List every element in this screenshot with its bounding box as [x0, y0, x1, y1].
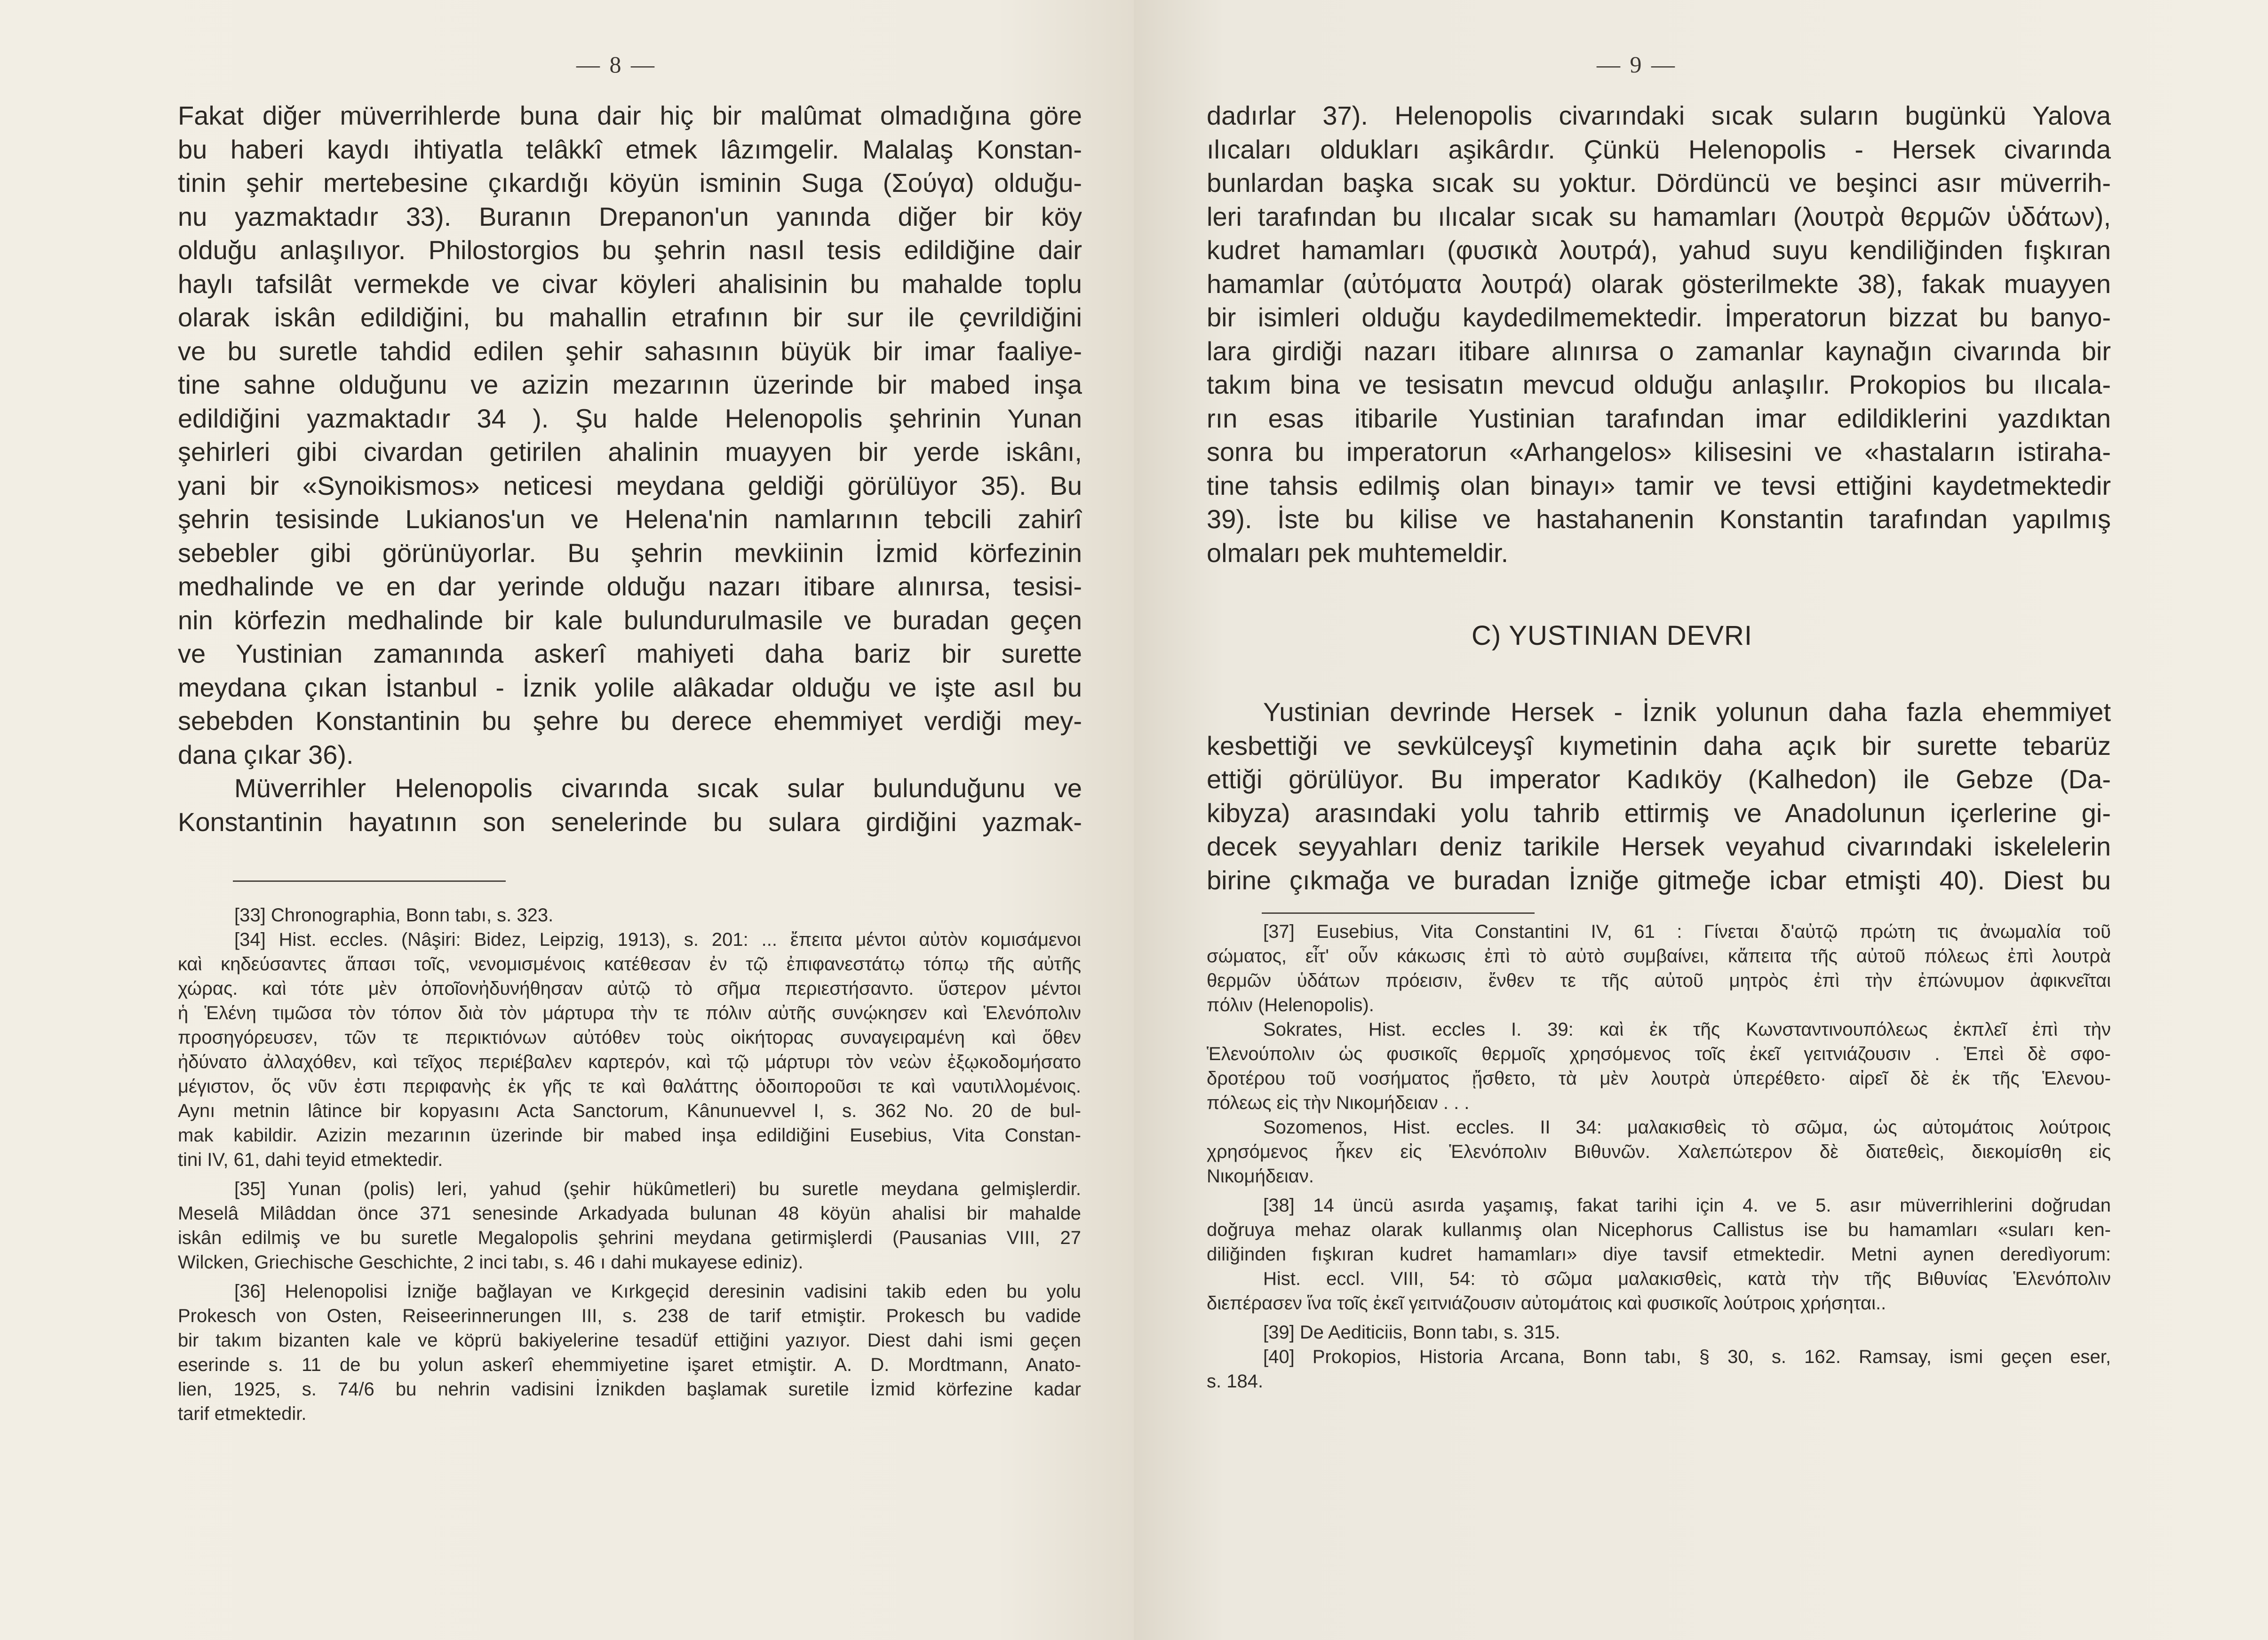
- footnote-line: θερμῶν ὑδάτων πρόεισιν, ἔνθεν τε τῆς αὐτοῦ μητρὸς ἐπὶ τὴν ἐπώνυμον ἀφικνεῖται: [1207, 970, 2111, 991]
- text-line: kesbettiği ve sevkülceyşî kıymetinin daha açık bir surette tebarüz: [1207, 730, 2111, 761]
- footnote-line: iskân edilmiş ve bu suretle Megalopolis şehrini meydana getirmişlerdi (Pausanias VIII, 27: [178, 1228, 1081, 1248]
- text-line: yani bir «Synoikismos» neticesi meydana geldiği görülüyor 35). Bu: [178, 470, 1082, 500]
- text-line: Konstantinin hayatının son senelerinde bu sulara girdiğini yazmak-: [178, 807, 1082, 837]
- right-page: [1134, 0, 2268, 1640]
- footnotes: [1207, 919, 2111, 1394]
- text-line: tine sahne olduğunu ve azizin mezarının üzerinde bir mabed inşa: [178, 370, 1082, 399]
- footnote-rule: [1262, 912, 1535, 914]
- footnote-line: Sozomenos, Hist. eccles. II 34: μαλακισθεὶς τὸ σῶμα, ὡς αὐτομάτοις λούτροις: [1263, 1117, 2111, 1138]
- text-line: ve Yustinian zamanında askerî mahiyeti daha bariz bir surette: [178, 639, 1082, 668]
- footnote-line: προσηγόρευσεν, τῶν τε περικτιόνων αὐτόθεν τοὺς οἰκήτορας συναγειραμένη καὶ ὅθεν: [178, 1027, 1081, 1048]
- text-line: leri tarafından bu ılıcalar sıcak su hamamları (λουτρὰ θερμῶν ὑδάτων),: [1207, 201, 2111, 231]
- footnote-line: [34] Hist. eccles. (Nâşiri: Bidez, Leipzig, 1913), s. 201: ... ἔπειτα μέντοι αὐτὸν κομισάμενοι: [234, 929, 1081, 950]
- text-line: takım bina ve tesisatın mevcud olduğu anlaşılır. Prokopios bu ılıcala-: [1207, 370, 2111, 399]
- footnote-line: χώρας. καὶ τότε μὲν ὁποῖονἠδυνήθησαν αὐτῷ τὸ σῆμα περιεστήσαντο. ὕστερον μέντοι: [178, 978, 1081, 999]
- text-line: hamamlar (αὐτόματα λουτρά) olarak gösterilmekte 38), fakak muayyen: [1207, 269, 2111, 299]
- footnote-line: Ἑλενούπολιν ὡς φυσικοῖς θερμοῖς χρησόμενος τοῖς ἐκεῖ γειτνιάζουσιν . Ἐπεὶ δὲ σφο-: [1207, 1044, 2111, 1064]
- text-line: olmaları pek muhtemeldir.: [1207, 538, 1509, 568]
- footnote-line: [33] Chronographia, Bonn tabı, s. 323.: [234, 905, 554, 926]
- footnote-line: [35] Yunan (polis) leri, yahud (şehir hükûmetleri) bu suretle meydana gelmişlerdir.: [234, 1179, 1081, 1199]
- footnote-line: ἡ Ἑλένη τιμῶσα τὸν τόπον διὰ τὸν μάρτυρα τὴν τε πόλιν αὐτῆς συνῴκησεν καὶ Ἑλενόπολιν: [178, 1003, 1081, 1023]
- footnote-line: πόλιν (Helenopolis).: [1207, 995, 1374, 1015]
- text-line: şehirleri gibi civardan getirilen ahalinin muayyen bir yerde iskânı,: [178, 437, 1082, 467]
- footnote-line: [39] De Aediticiis, Bonn tabı, s. 315.: [1263, 1322, 1560, 1343]
- footnote-line: σώματος, εἶτ' οὖν κάκωσις ἐπὶ τὸ αὐτὸ συμβαίνει, κἄπειτα τῆς αὐτοῦ πόλεως ἐπὶ λουτρὰ: [1207, 946, 2111, 967]
- footnote-line: μέγιστον, ὅς νῦν ἐστι περιφανὴς ἐκ γῆς τε καὶ θαλάττης ὁδοιποροῦσι τε καὶ ναυτιλλομένοις.: [178, 1076, 1081, 1097]
- footnote-line: Prokesch von Osten, Reiseerinnerungen III, s. 238 de tarif etmiştir. Prokesch bu vadide: [178, 1306, 1081, 1326]
- footnote-line: [40] Prokopios, Historia Arcana, Bonn tabı, § 30, s. 162. Ramsay, ismi geçen eser,: [1263, 1347, 2111, 1367]
- footnote-line: Meselâ Milâddan önce 371 senesinde Arkadyada bulunan 48 köyün ahalisi bir mahalde: [178, 1203, 1081, 1224]
- footnote-line: lien, 1925, s. 74/6 bu nehrin vadisini İznikden başlamak suretile İzmid körfezine kadar: [178, 1379, 1081, 1400]
- text-line: Yustinian devrinde Hersek - İznik yolunun daha fazla ehemmiyet: [1263, 697, 2111, 727]
- text-line: olarak iskân edildiğini, bu mahallin etrafının bir sur ile çevrildiğini: [178, 302, 1082, 332]
- text-line: sebebler gibi görünüyorlar. Bu şehrin mevkiinin İzmid körfezinin: [178, 538, 1082, 568]
- text-line: haylı tafsilât vermekde ve civar köyleri ahalisinin bu mahalde toplu: [178, 269, 1082, 299]
- footnote-line: [37] Eusebius, Vita Constantini IV, 61 : Γίνεται δ'αὐτῷ πρώτη τις ἀνωμαλία τοῦ: [1263, 921, 2111, 942]
- footnote-line: ἠδύνατο ἀλλαχόθεν, καὶ τεῖχος περιέβαλεν καρτερόν, καὶ τῷ μάρτυρι τὸν νεὼν ἐξῳκοδομήσατο: [178, 1052, 1081, 1072]
- footnote-line: [38] 14 üncü asırda yaşamış, fakat tarihi için 4. ve 5. asır müverrihlerini doğrudan: [1263, 1195, 2111, 1216]
- footnote-line: s. 184.: [1207, 1371, 1264, 1392]
- footnote-rule: [233, 880, 506, 882]
- text-line: rın esas itibarile Yustinian tarafından imar edildiklerini yazdıktan: [1207, 403, 2111, 433]
- text-line: şehrin tesisinde Lukianos'un ve Helena'nin namlarının tebcili zahirî: [178, 504, 1082, 534]
- footnote-line: Wilcken, Griechische Geschichte, 2 inci tabı, s. 46 ı dahi mukayese ediniz).: [178, 1252, 804, 1273]
- text-line: bu haberi kaydı ihtiyatla telâkkî etmek lâzımgelir. Malalaş Konstan-: [178, 134, 1082, 164]
- footnote-line: διεπέρασεν ἵνα τοῖς ἐκεῖ γειτνιάζουσιν αὐτομάτοις καὶ φυσικοῖς λούτροις χρήσηται..: [1207, 1293, 1886, 1314]
- text-line: ılıcaları oldukları aşikârdır. Çünkü Helenopolis - Hersek civarında: [1207, 134, 2111, 164]
- footnote-line: Aynı metnin lâtince bir kopyasını Acta Sanctorum, Kânunuevvel I, s. 362 No. 20 de bul-: [178, 1101, 1081, 1121]
- footnote-line: Hist. eccl. VIII, 54: τὸ σῶμα μαλακισθεὶς, κατὰ τὴν τῆς Βιθυνίας Ἑλενόπολιν: [1263, 1268, 2111, 1289]
- footnote-line: doğruya mehaz olarak kullanmış olan Nicephorus Callistus ise bu hamamları «suları ken-: [1207, 1220, 2111, 1240]
- body-text: [178, 99, 1082, 839]
- text-line: sonra bu imperatorun «Arhangelos» kilisesini ve «hastaların istiraha-: [1207, 437, 2111, 467]
- footnote-line: πόλεως εἰς τὴν Νικομήδειαν . . .: [1207, 1093, 1470, 1113]
- text-line: kibyza) arasındaki yolu tahrib ettirmiş ve Anadolunun içerlerine gi-: [1207, 798, 2111, 828]
- text-line: bir isimleri olduğu kaydedilmemektedir. İmperatorun bizzat bu banyo-: [1207, 302, 2111, 332]
- footnote-line: tini IV, 61, dahi teyid etmektedir.: [178, 1149, 443, 1170]
- text-line: meydana çıkan İstanbul - İznik yolile alâkadar olduğu ve işte asıl bu: [178, 672, 1082, 702]
- text-line: kudret hamamları (φυσικὰ λουτρά), yahud suyu kendiliğinden fışkıran: [1207, 235, 2111, 265]
- footnote-line: Sokrates, Hist. eccles I. 39: καὶ ἐκ τῆς Κωνσταντινουπόλεως ἐκπλεῖ ἐπὶ τὴν: [1263, 1019, 2111, 1040]
- text-line: 39). İste bu kilise ve hastahanenin Konstantin tarafından yapılmış: [1207, 504, 2111, 534]
- text-line: birine çıkmağa ve buradan İzniğe gitmeğe icbar etmişti 40). Diest bu: [1207, 865, 2111, 895]
- text-line: bunlardan başka sıcak su yoktur. Dördüncü ve beşinci asır müverrih-: [1207, 168, 2111, 198]
- text-line: medhalinde ve en dar yerinde olduğu nazarı itibare alınırsa, tesisi-: [178, 571, 1082, 601]
- text-line: Müverrihler Helenopolis civarında sıcak sular bulunduğunu ve: [234, 773, 1082, 803]
- text-line: lara girdiği nazarı itibare alınırsa o zamanlar kaynağın civarında bir: [1207, 336, 2111, 366]
- text-line: dadırlar 37). Helenopolis civarındaki sıcak suların bugünkü Yalova: [1207, 101, 2111, 130]
- text-line: nu yazmaktadır 33). Buranın Drepanon'un yanında diğer bir köy: [178, 201, 1082, 231]
- footnote-line: mak kabildir. Azizin mezarının üzerinde bir mabed inşa edildiğini Eusebius, Vita Constan-: [178, 1125, 1081, 1146]
- section-title: C) YUSTINIAN DEVRI: [1472, 620, 1753, 651]
- footnote-line: δροτέρου τοῦ νοσήματος ᾔσθετο, τὰ μὲν λουτρὰ ὑπερέθετο· αἰρεῖ δὲ ἐκ τῆς Ἑλενου-: [1207, 1068, 2111, 1089]
- footnote-line: χρησόμενος ἧκεν εἰς Ἑλενόπολιν Βιθυνῶν. Χαλεπώτερον δὲ διατεθεὶς, διεκομίσθη εἰς: [1207, 1141, 2111, 1162]
- text-line: ettiği görülüyor. Bu imperator Kadıköy (Kalhedon) ile Gebze (Da-: [1207, 764, 2111, 794]
- text-line: decek seyyahları deniz tarikile Hersek veyahud civarındaki iskelelerin: [1207, 832, 2111, 861]
- text-line: edildiğini yazmaktadır 34 ). Şu halde Helenopolis şehrinin Yunan: [178, 403, 1082, 433]
- footnotes: [178, 903, 1081, 1426]
- page-number: — 8 —: [576, 51, 656, 78]
- footnote-line: Νικομήδειαν.: [1207, 1166, 1314, 1187]
- page-number: — 9 —: [1597, 51, 1677, 78]
- section-text: [1207, 695, 2111, 897]
- text-line: tinin şehir mertebesine çıkardığı köyün isminin Suga (Σούγα) olduğu-: [178, 168, 1082, 198]
- footnote-line: tarif etmektedir.: [178, 1403, 307, 1424]
- text-line: olduğu anlaşılıyor. Philostorgios bu şehrin nasıl tesis edildiğine dair: [178, 235, 1082, 265]
- text-line: Fakat diğer müverrihlerde buna dair hiç bir malûmat olmadığına göre: [178, 101, 1082, 130]
- text-line: tine tahsis edilmiş olan binayı» tamir ve tevsi ettiğini kaydetmektedir: [1207, 470, 2111, 500]
- text-line: nin körfezin medhalinde bir kale bulundurulmasile ve buradan geçen: [178, 605, 1082, 635]
- footnote-line: bir takım bizanten kale ve köprü bakiyelerine tesadüf ettiğini yazıyor. Diest dahi ismi geçen: [178, 1330, 1081, 1351]
- footnote-line: diliğinden fışkıran kudret hamamları» diye tavsif etmektedir. Metni aynen deredìyorum:: [1207, 1244, 2111, 1265]
- footnote-line: καὶ κηδεύσαντες ἅπασι τοῖς, νενομισμένοις κατέθεσαν ἐν τῷ ἐπιφανεστάτῳ τόπῳ τῆς αὐτῆς: [178, 954, 1081, 974]
- text-line: ve bu suretle tahdid edilen şehir sahasının büyük bir imar faaliye-: [178, 336, 1082, 366]
- footnote-line: eserinde s. 11 de bu yolun askerî ehemmiyetine işaret etmiştir. A. D. Mordtmann, Anato-: [178, 1355, 1081, 1375]
- text-line: sebebden Konstantinin bu şehre bu derece ehemmiyet verdiği mey-: [178, 706, 1082, 736]
- body-text: [1207, 99, 2111, 570]
- text-line: dana çıkar 36).: [178, 739, 354, 769]
- footnote-line: [36] Helenopolisi İzniğe bağlayan ve Kırkgeçid deresinin vadisini takib eden bu yolu: [234, 1281, 1081, 1302]
